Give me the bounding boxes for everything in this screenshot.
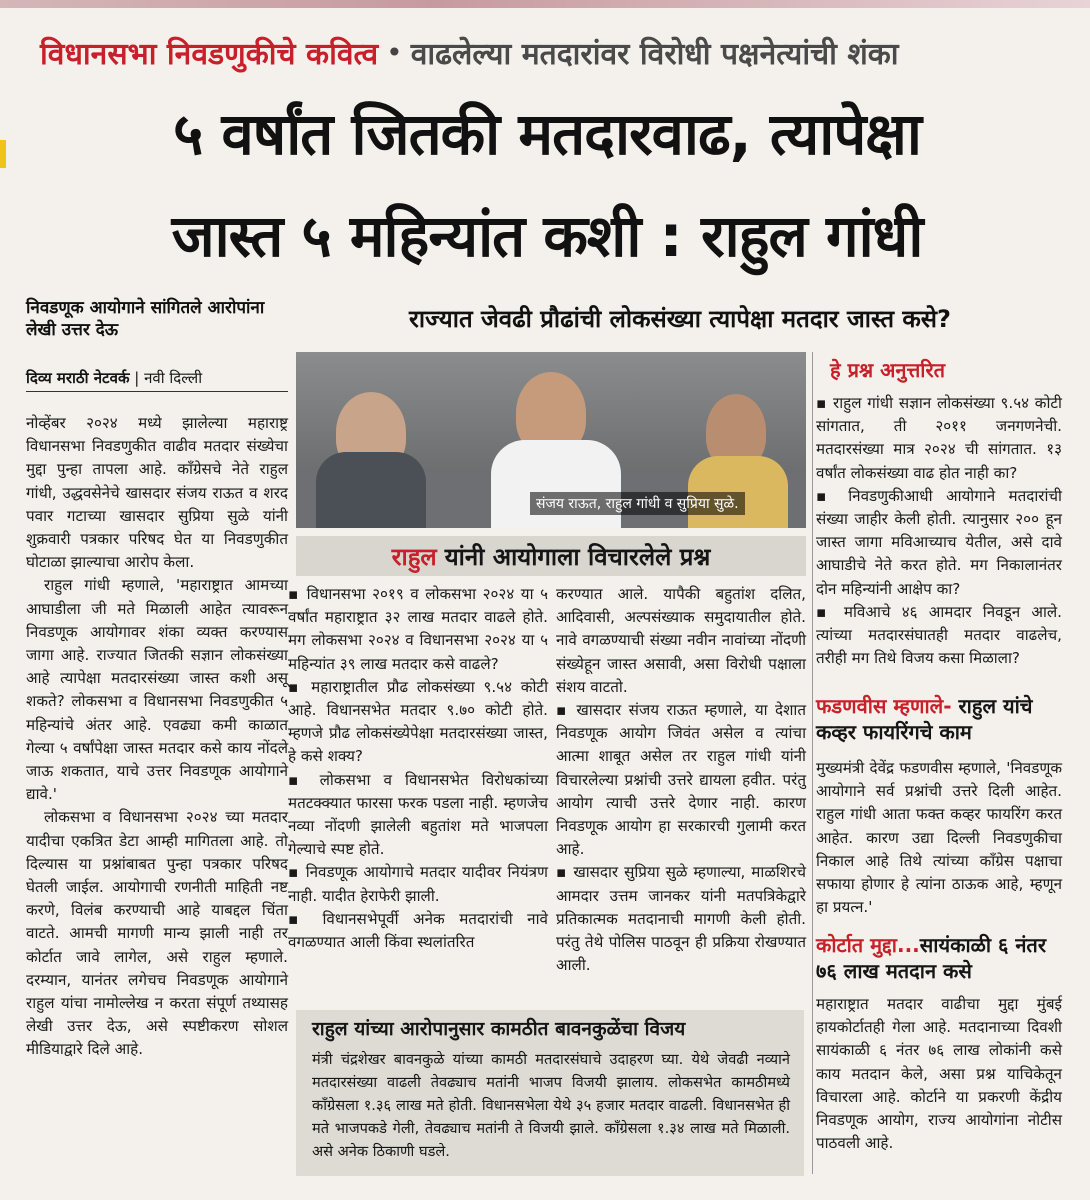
unanswered-item: ▪ राहुल गांधी सज्ञान लोकसंख्या ९.५४ कोटी सांगतात, ती २०११ जनगणनेची. मतदारसंख्या मात्र २०२४ ची सांगतात. १३ वर्षांत लोकसंख्या वाढ होत नाही का? [816, 394, 1062, 482]
bawankule-text: मंत्री चंद्रशेखर बावनकुळे यांच्या कामठी मतदारसंघाचे उदाहरण घ्या. येथे जेवढी नव्याने मतदारसंख्या वाढली तेवढ्याच मतांनी भाजप विजयी झालाय. लोकसभेत कामठीमध्ये काँग्रेसला १.३६ लाख मते होती. विधानसभेला येथे ३५ हजार मतदार वाढली. विधानसभेत ही मते भाजपकडे गेली, तेवढ्याच मतांनी ते विजयी झाले. काँग्रेसला १.३४ लाख मते मिळाली. असे अनेक ठिकाणी घडले. [312, 1051, 790, 1160]
left-accent-bar [0, 140, 6, 168]
question-item: ▪ विधानसभा २०१९ व लोकसभा २०२४ या ५ वर्षांत महाराष्ट्रात ३२ लाख मतदार वाढले होते. मग लोकसभा २०२४ व विधानसभा २०२४ या ५ महिन्यांत ३९ लाख मतदार कसे वाढले? [288, 585, 548, 673]
photo-caption: संजय राऊत, राहुल गांधी व सुप्रिया सुळे. [530, 492, 745, 515]
court-heading-red: कोर्टात मुद्दा... [816, 933, 920, 957]
unanswered-column [816, 392, 1062, 670]
kicker-grey: वाढलेल्या मतदारांवर विरोधी पक्षनेत्यांची शंका [410, 36, 899, 72]
bawankule-heading: राहुल यांच्या आरोपानुसार कामठीत बावनकुळेंचा विजय [312, 1018, 686, 1040]
question-item: करण्यात आले. यापैकी बहुतांश दलित, आदिवासी, अल्पसंख्याक समुदायातील होते. नावे वगळण्याची संख्या नवीन नावांच्या नोंदणी संख्येहून जास्त असावी, असा विरोधी पक्षाला संशय वाटतो. [556, 585, 806, 696]
questions-box-rest: यांनी आयोगाला विचारलेले प्रश्न [444, 542, 711, 571]
unanswered-item: ▪ निवडणुकीआधी आयोगाने मतदारांची संख्या जाहीर केली होती. त्यानुसार २०० हून जास्त जागा मविआच्याच येतील, असे दावे आघाडीचे नेते करत होते. मग निकालानंतर दोन महिन्यांनी आक्षेप का? [816, 486, 1062, 598]
fadnavis-heading-red: फडणवीस म्हणाले- [816, 694, 952, 718]
question-item: ▪ महाराष्ट्रातील प्रौढ लोकसंख्या ९.५४ कोटी आहे. विधानसभेत मतदार ९.७० कोटी होते. म्हणजे प्रौढ लोकसंख्येपेक्षा मतदारसंख्या जास्त, हे कसे शक्य? [288, 677, 548, 766]
question-item: ▪ खासदार सुप्रिया सुळे म्हणाल्या, माळशिरचे आमदार उत्तम जानकर यांनी मतपत्रिकेद्वारे प्रतिकात्मक मतदानाची मागणी केली होती. परंतु तेथे पोलिस पाठवून ही प्रक्रिया रोखण्यात आली. [556, 863, 806, 975]
court-heading-rest: सायंकाळी ६ नंतर ७६ लाख मतदान कसे [816, 933, 1047, 983]
questions-box-heading [296, 536, 806, 576]
center-deck: राज्यात जेवढी प्रौढांची लोकसंख्या त्यापेक्षा मतदार जास्त कसे? [409, 305, 951, 333]
fadnavis-text: मुख्यमंत्री देवेंद्र फडणवीस म्हणाले, 'निवडणूक आयोगाने सर्व प्रश्नांची उत्तरे दिली आहेत. राहुल गांधी आता फक्त कव्हर फायरिंग करत आहेत. कारण उद्या दिल्ली निवडणुकीचा निकाल आहे तिथे त्यांच्या काँग्रेस पक्षाचा सफाया होणार हे त्यांना ठाऊक आहे, म्हणून हा प्रयत्न.' [816, 759, 1062, 917]
bawankule-box [296, 1010, 804, 1176]
kicker-separator: • [386, 35, 403, 69]
court-heading [816, 932, 1066, 984]
headline-line-2: जास्त ५ महिन्यांत कशी : राहुल गांधी [171, 202, 923, 270]
press-conference-photo [296, 352, 806, 528]
sub-deck: निवडणूक आयोगाने सांगितले आरोपांना लेखी उत्तर देऊ [26, 298, 265, 340]
questions-column-2 [556, 583, 806, 977]
column-divider [812, 352, 813, 1174]
paragraph: लोकसभा व विधानसभा २०२४ च्या मतदार यादीचा एकत्रित डेटा आम्ही मागितला आहे. तो दिल्यास या प्रश्नांबाबत पुन्हा पत्रकार परिषद घेतली जाईल. आयोगाची रणनीती माहिती नष्ट करणे, विलंब करण्याची आहे याबद्दल चिंता वाटते. आमची मागणी मान्य झाली नाही तर कोर्टात जावे लागेल, असे राहुल म्हणाले. दरम्यान, यानंतर लगेचच निवडणूक आयोगाने राहुल यांचा नामोल्लेख न करता संपूर्ण तथ्यासह लेखी उत्तर देऊ, असे स्पष्टीकरण सोशल मीडियाद्वारे दिले आहे. [26, 808, 288, 1059]
questions-box-red: राहुल [391, 542, 437, 571]
question-item: ▪ लोकसभा व विधानसभेत विरोधकांच्या मतटक्क्यात फारसा फरक पडला नाही. म्हणजेच नव्या नोंदणी झालेली बहुतांश मते भाजपला गेल्याचे स्पष्ट होते. [288, 770, 548, 859]
questions-column-1 [288, 583, 548, 954]
headline-line-1: ५ वर्षांत जितकी मतदारवाढ, त्यापेक्षा [173, 100, 921, 168]
paragraph: राहुल गांधी म्हणाले, 'महाराष्ट्रात आमच्या आघाडीला जी मते मिळाली आहेत त्यावरून निवडणूक आयोगावर शंका व्यक्त करण्यास जागा आहे. राज्यात जितकी सज्ञान लोकसंख्या आहे त्यापेक्षा मतदारसंख्या जास्त कशी असू शकते? लोकसभा व विधानसभा निवडणुकीत ५ महिन्यांचे अंतर आहे. एवढ्या कमी काळात गेल्या ५ वर्षांपेक्षा जास्त मतदार कसे काय नोंदले जाऊ शकतात, याचे उत्तर निवडणूक आयोगाने द्यावे.' [26, 576, 288, 804]
byline [26, 368, 288, 392]
kicker-red: विधानसभा निवडणुकीचे कवित्व [40, 36, 379, 72]
byline-agency: दिव्य मराठी नेटवर्क [26, 369, 130, 387]
unanswered-heading: हे प्रश्न अनुत्तरित [830, 358, 946, 382]
question-item: ▪ निवडणूक आयोगाचे मतदार यादीवर नियंत्रण नाही. यादीत हेराफेरी झाली. [288, 863, 548, 905]
byline-separator: | [134, 369, 140, 387]
kicker [40, 30, 899, 74]
article-column-1 [26, 412, 288, 1062]
top-color-strip [0, 0, 1090, 8]
fadnavis-heading-rest: राहुल यांचे कव्हर फायरिंगचे काम [816, 694, 1033, 744]
question-item: ▪ खासदार संजय राऊत म्हणाले, या देशात निवडणूक आयोग जिवंत असेल व त्यांचा आत्मा शाबूत असेल तर राहुल गांधी यांनी विचारलेल्या प्रश्नांची उत्तरे द्यायला हवीत. परंतु आयोग त्याची उत्तरे देणार नाही. कारण निवडणूक आयोग हा सरकारची गुलामी करत आहे. [556, 701, 806, 859]
fadnavis-heading [816, 693, 1066, 745]
paragraph: नोव्हेंबर २०२४ मध्ये झालेल्या महाराष्ट्र विधानसभा निवडणुकीत वाढीव मतदार संख्येचा मुद्दा पुन्हा तापला आहे. काँग्रेसचे नेते राहुल गांधी, उद्धवसेनेचे खासदार संजय राऊत व शरद पवार गटाच्या खासदार सुप्रिया सुळे यांनी शुक्रवारी पत्रकार परिषद घेत या निवडणुकीत घोटाळा झाल्याचा आरोप केला. [26, 414, 288, 572]
question-item: ▪ विधानसभेपूर्वी अनेक मतदारांची नावे वगळण्यात आली किंवा स्थलांतरित [288, 909, 548, 952]
person-left-body [316, 452, 426, 528]
unanswered-item: ▪ मविआचे ४६ आमदार निवडून आले. त्यांच्या मतदारसंघातही मतदार वाढलेच, तरीही मग तिथे विजय कसा मिळाला? [816, 602, 1062, 668]
court-text: महाराष्ट्रात मतदार वाढीचा मुद्दा मुंबई हायकोर्टातही गेला आहे. मतदानाच्या दिवशी सायंकाळी ६ नंतर ७६ लाख लोकांनी कसे काय मतदान केले, असा प्रश्न याचिकेतून विचारला आहे. कोर्टाने या प्रकरणी केंद्रीय निवडणूक आयोग, राज्य आयोगांना नोटीस पाठवली आहे. [816, 995, 1062, 1153]
byline-place: नवी दिल्ली [144, 369, 203, 387]
